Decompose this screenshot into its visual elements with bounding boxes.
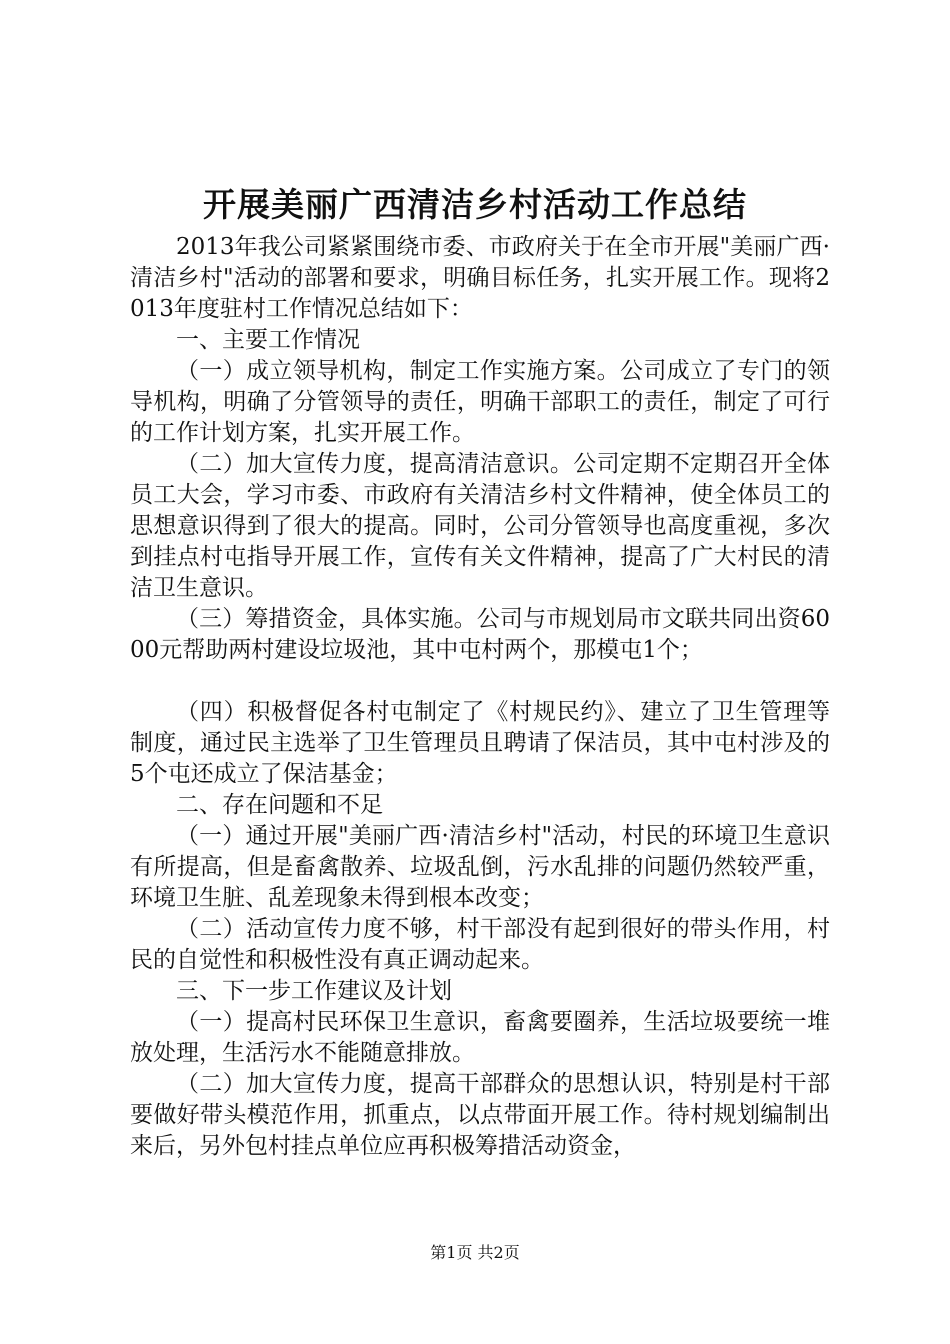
document-body [130, 232, 830, 1162]
document-title: 开展美丽广西清洁乡村活动工作总结 [203, 185, 747, 224]
section-heading-1: 一、主要工作情况 [176, 327, 360, 353]
paragraph: （二）加大宣传力度，提高干部群众的思想认识，特别是村干部要做好带头模范作用，抓重点，以点带面开展工作。待村规划编制出来后，另外包村挂点单位应再积极筹措活动资金， [130, 1071, 830, 1159]
paragraph: （一）成立领导机构，制定工作实施方案。公司成立了专门的领导机构，明确了分管领导的责任，明确干部职工的责任，制定了可行的工作计划方案，扎实开展工作。 [130, 358, 830, 446]
page-footer: 第1页 共2页 [430, 1243, 520, 1262]
paragraph: （四）积极督促各村屯制定了《村规民约》、建立了卫生管理等制度，通过民主选举了卫生管理员且聘请了保洁员，其中屯村涉及的5个屯还成立了保洁基金； [130, 699, 830, 787]
paragraph: （二）活动宣传力度不够，村干部没有起到很好的带头作用，村民的自觉性和积极性没有真正调动起来。 [130, 916, 830, 973]
section-heading-2: 二、存在问题和不足 [176, 792, 383, 818]
intro-paragraph: 2013年我公司紧紧围绕市委、市政府关于在全市开展"美丽广西·清洁乡村"活动的部署和要求，明确目标任务，扎实开展工作。现将2013年度驻村工作情况总结如下： [130, 234, 830, 322]
paragraph: （二）加大宣传力度，提高清洁意识。公司定期不定期召开全体员工大会，学习市委、市政府有关清洁乡村文件精神，使全体员工的思想意识得到了很大的提高。同时，公司分管领导也高度重视，多次到挂点村屯指导开展工作，宣传有关文件精神，提高了广大村民的清洁卫生意识。 [130, 451, 830, 601]
paragraph: （三）筹措资金，具体实施。公司与市规划局市文联共同出资6000元帮助两村建设垃圾池，其中屯村两个，那模屯1个； [130, 606, 830, 663]
paragraph: （一）通过开展"美丽广西·清洁乡村"活动，村民的环境卫生意识有所提高，但是畜禽散养、垃圾乱倒，污水乱排的问题仍然较严重，环境卫生脏、乱差现象未得到根本改变； [130, 823, 830, 911]
blank-line [130, 666, 830, 697]
section-heading-3: 三、下一步工作建议及计划 [176, 978, 452, 1004]
paragraph: （一）提高村民环保卫生意识，畜禽要圈养，生活垃圾要统一堆放处理，生活污水不能随意排放。 [130, 1009, 830, 1066]
